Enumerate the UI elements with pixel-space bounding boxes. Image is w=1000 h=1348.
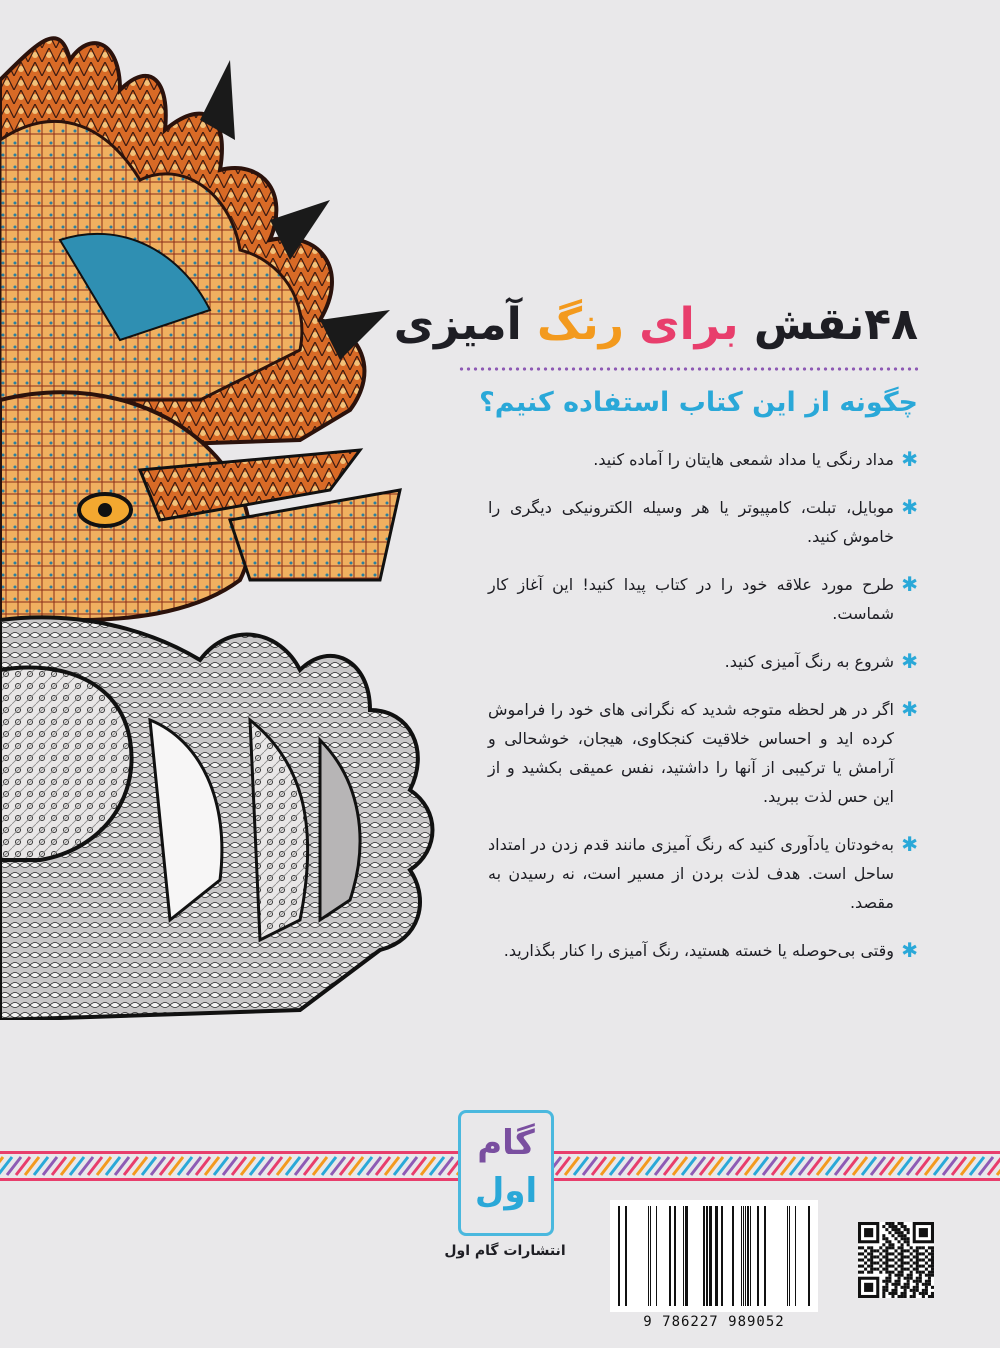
star-bullet-icon: ✱ [901,447,918,471]
item-text: مداد رنگی یا مداد شمعی هایتان را آماده کنید. [593,450,894,469]
item-text: وقتی بی‌حوصله یا خسته هستید، رنگ آمیزی را کنار بگذارید. [503,941,894,960]
how-to-heading: چگونه از این کتاب استفاده کنیم؟ [479,387,918,418]
title-word-naqsh: نقش [753,299,865,350]
logo-word-aval: اول [474,1171,538,1211]
item-text: اگر در هر لحظه متوجه شدید که نگرانی های خود را فراموش کرده اید و احساس خلاقیت کنجکاوی، هیجان، خوشحالی و آرامش یا ترکیبی از آنها را داشتید، نفس عمیقی بکشید و از این حس لذت ببرید. [488,700,894,806]
list-item [488,493,918,551]
star-bullet-icon: ✱ [901,938,918,962]
list-item [488,445,918,474]
title-word-rang: رنگ [537,299,624,350]
isbn-number: 9 786227 989052 [643,1314,785,1330]
mane-gray [0,617,433,1020]
star-bullet-icon: ✱ [901,495,918,519]
mane-color [0,38,390,450]
publisher-logo [458,1110,554,1236]
star-bullet-icon: ✱ [901,697,918,721]
star-bullet-icon: ✱ [901,572,918,596]
title-number: ۴۸ [864,299,918,350]
lion-illustration [0,20,470,1020]
qr-code [858,1222,934,1298]
book-title [393,295,918,355]
star-bullet-icon: ✱ [901,832,918,856]
item-text: موبایل، تبلت، کامپیوتر یا هر وسیله الکترونیکی دیگری را خاموش کنید. [488,498,894,546]
instructions-list [488,445,918,965]
publisher-name: انتشارات گام اول [444,1243,566,1259]
list-item [488,830,918,917]
logo-word-gam: گام [477,1123,535,1163]
title-word-baraye: برای [639,299,739,350]
barcode [610,1200,818,1312]
item-text: طرح مورد علاقه خود را در کتاب پیدا کنید! این آغاز کار شماست. [488,575,894,623]
list-item [488,570,918,628]
list-item [488,647,918,676]
dotted-divider [458,367,918,371]
list-item [488,695,918,811]
star-bullet-icon: ✱ [901,649,918,673]
title-word-amizi: آمیزی [393,299,522,350]
item-text: به‌خودتان یادآوری کنید که رنگ آمیزی مانند قدم زدن در امتداد ساحل است. هدف لذت بردن از مسیر است، نه رسیدن به مقصد. [488,835,894,912]
list-item [488,936,918,965]
item-text: شروع به رنگ آمیزی کنید. [724,652,894,671]
